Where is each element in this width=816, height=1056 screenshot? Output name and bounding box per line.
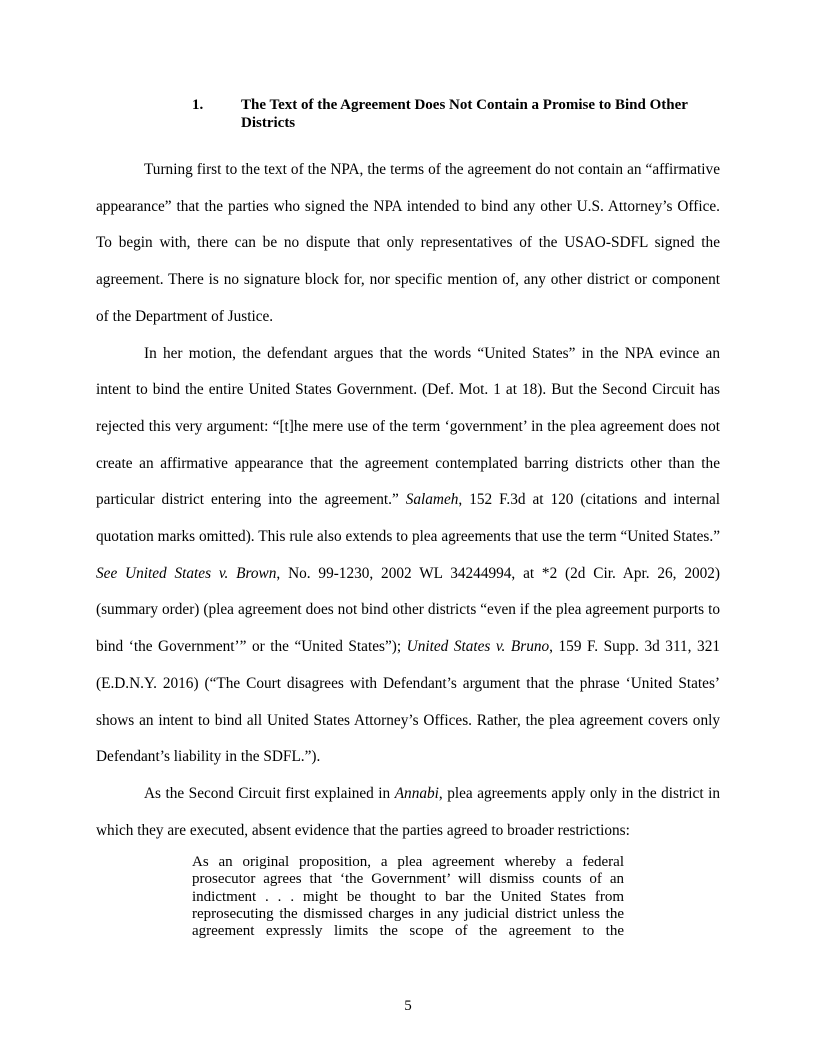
section-heading <box>192 96 720 132</box>
p2-text-4: , 159 F. Supp. 3d 311, 321 (E.D.N.Y. 2016) (“The Court disagrees with Defendant’s argument that the phrase ‘United States’ shows an intent to bind all United States Attorney’s Offices. Rather, the plea agreement covers only Defendant’s liability in the SDFL.”). <box>96 638 720 766</box>
citation-annabi: Annabi <box>394 784 439 802</box>
p3-text-2: , plea agreements apply only in the district in which they are executed, absent evidence that the parties agreed to broader restrictions: <box>96 784 720 839</box>
paragraph-1: Turning first to the text of the NPA, the terms of the agreement do not contain an “affirmative appearance” that the parties who signed the NPA intended to bind any other U.S. Attorney’s Office. To begin with, there can be no dispute that only representatives of the USAO-SDFL signed the agreement. There is no signature block for, nor specific mention of, any other district or component of the Department of Justice. <box>96 161 720 325</box>
p3-text-1: As the Second Circuit first explained in <box>144 784 395 802</box>
paragraph-2 <box>96 336 720 776</box>
p2-text-3: , No. 99-1230, 2002 WL 34244994, at *2 (2d Cir. Apr. 26, 2002) (summary order) (plea agreement does not bind other districts “even if the plea agreement purports to bind ‘the Government’” or the “United States”); <box>96 564 721 656</box>
citation-salameh: Salameh <box>405 491 459 509</box>
citation-brown: See United States v. Brown <box>96 564 277 582</box>
section-title: The Text of the Agreement Does Not Contain a Promise to Bind Other Districts <box>241 97 688 131</box>
page-number: 5 <box>404 998 412 1014</box>
section-number: 1. <box>192 97 204 113</box>
paragraph-3 <box>96 776 720 849</box>
body-text <box>96 152 720 849</box>
block-quote: As an original proposition, a plea agreement whereby a federal prosecutor agrees that ‘the Government’ will dismiss counts of an indictment . . . might be thought to bar the United States from reprosecuting the dismissed charges in any judicial district unless the agreement expressly limits the scope of the agreement to the <box>192 854 624 940</box>
p2-text-1: In her motion, the defendant argues that the words “United States” in the NPA evince an intent to bind the entire United States Government. (Def. Mot. 1 at 18). But the Second Circuit has rejected this very argument: “[t]he mere use of the term ‘government’ in the plea agreement does not create an affirmative appearance that the agreement contemplated barring districts other than the particular district entering into the agreement.” <box>96 344 720 509</box>
p2-text-2: , 152 F.3d at 120 (citations and internal quotation marks omitted). This rule also extends to plea agreements that use the term “United States.” <box>96 491 720 546</box>
citation-bruno: United States v. Bruno <box>406 638 550 656</box>
